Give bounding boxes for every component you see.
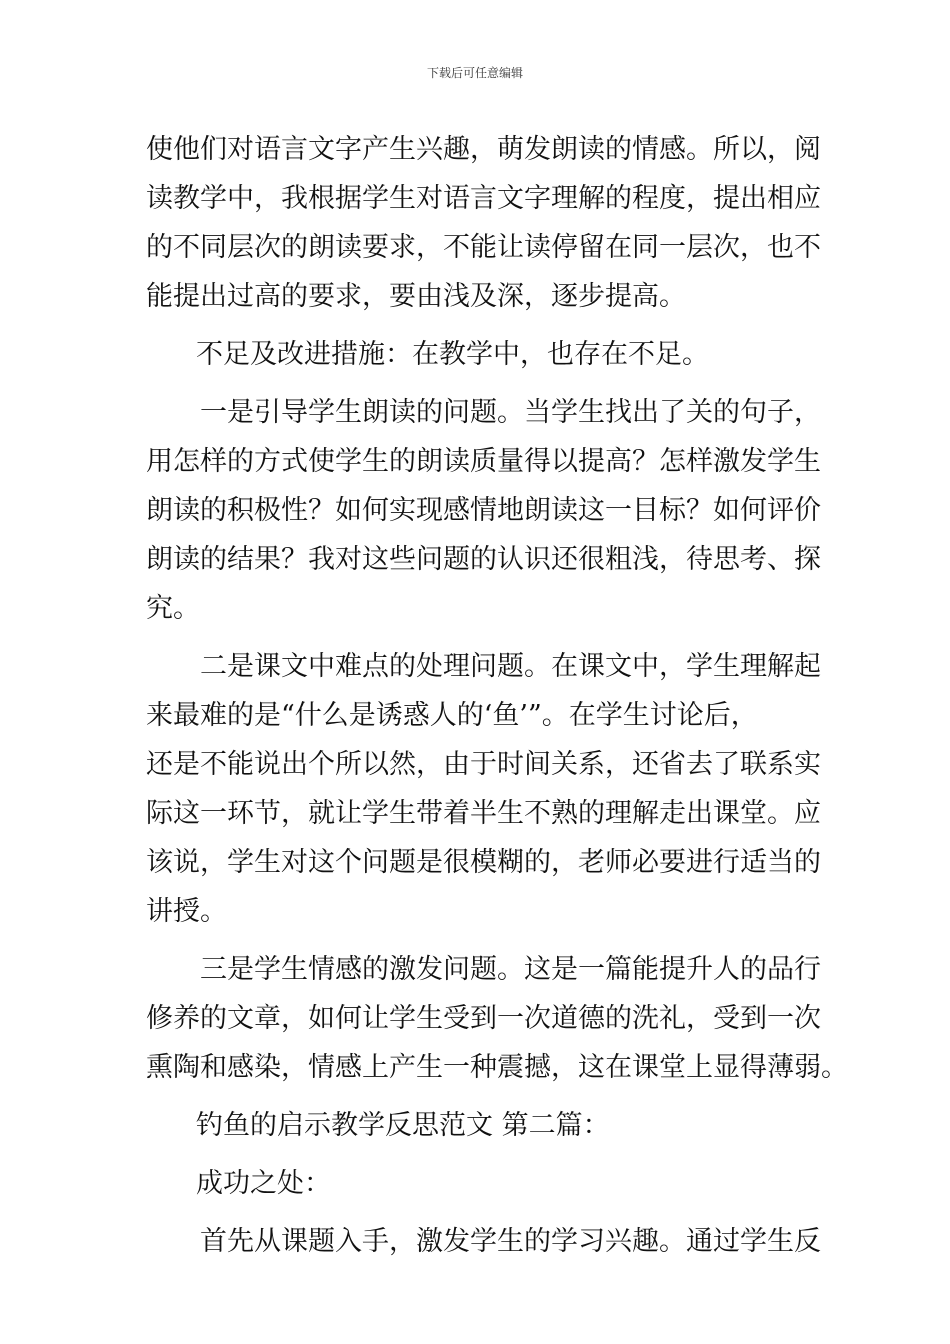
text-line: 二是课文中难点的处理问题。在课文中，学生理解起: [200, 651, 821, 682]
text-line: 来最难的是“什么是诱惑人的‘鱼’”。在学生讨论后，: [146, 700, 758, 731]
paragraph-point-three: [146, 945, 848, 1092]
document-body: [146, 125, 848, 1275]
paragraph-reading-teaching: [146, 125, 821, 321]
paragraph-point-two: [146, 642, 821, 936]
text-line: 究。: [146, 593, 200, 624]
text-line: 读教学中，我根据学生对语言文字理解的程度，提出相应: [146, 183, 821, 214]
text-line: 钓鱼的启示教学反思范文 第二篇：: [196, 1110, 610, 1141]
text-line: 该说，学生对这个问题是很模糊的，老师必要进行适当的: [146, 847, 821, 878]
section-heading-second-article: [146, 1101, 806, 1150]
text-line: 修养的文章，如何让学生受到一次道德的洗礼，受到一次: [146, 1003, 821, 1034]
subheading-successes: [146, 1159, 806, 1208]
text-line: 首先从课题入手，激发学生的学习兴趣。通过学生反: [200, 1226, 821, 1257]
text-line: 朗读的积极性？如何实现感情地朗读这一目标？如何评价: [146, 495, 821, 526]
page-header: 下载后可任意编辑: [426, 66, 523, 80]
text-line: 能提出过高的要求，要由浅及深，逐步提高。: [146, 281, 686, 312]
text-line: 不足及改进措施：在教学中，也存在不足。: [196, 339, 709, 370]
paragraph-first-point: [146, 1217, 821, 1266]
text-line: 际这一环节，就让学生带着半生不熟的理解走出课堂。应: [146, 798, 821, 829]
text-line: 朗读的结果？我对这些问题的认识还很粗浅，待思考、探: [146, 544, 821, 575]
text-line: 成功之处：: [196, 1168, 331, 1199]
text-line: 讲授。: [146, 896, 227, 927]
paragraph-point-one: [146, 388, 821, 633]
paragraph-shortcomings-heading: [146, 330, 806, 379]
text-line: 三是学生情感的激发问题。这是一篇能提升人的品行: [200, 954, 821, 985]
text-line: 用怎样的方式使学生的朗读质量得以提高？怎样激发学生: [146, 446, 821, 477]
text-line: 一是引导学生朗读的问题。当学生找出了关的句子，: [200, 397, 821, 428]
text-line: 的不同层次的朗读要求，不能让读停留在同一层次，也不: [146, 232, 821, 263]
text-line: 还是不能说出个所以然，由于时间关系，还省去了联系实: [146, 749, 821, 780]
text-line: 熏陶和感染，情感上产生一种震撼，这在课堂上显得薄弱。: [146, 1052, 848, 1083]
text-line: 使他们对语言文字产生兴趣，萌发朗读的情感。所以，阅: [146, 134, 821, 165]
